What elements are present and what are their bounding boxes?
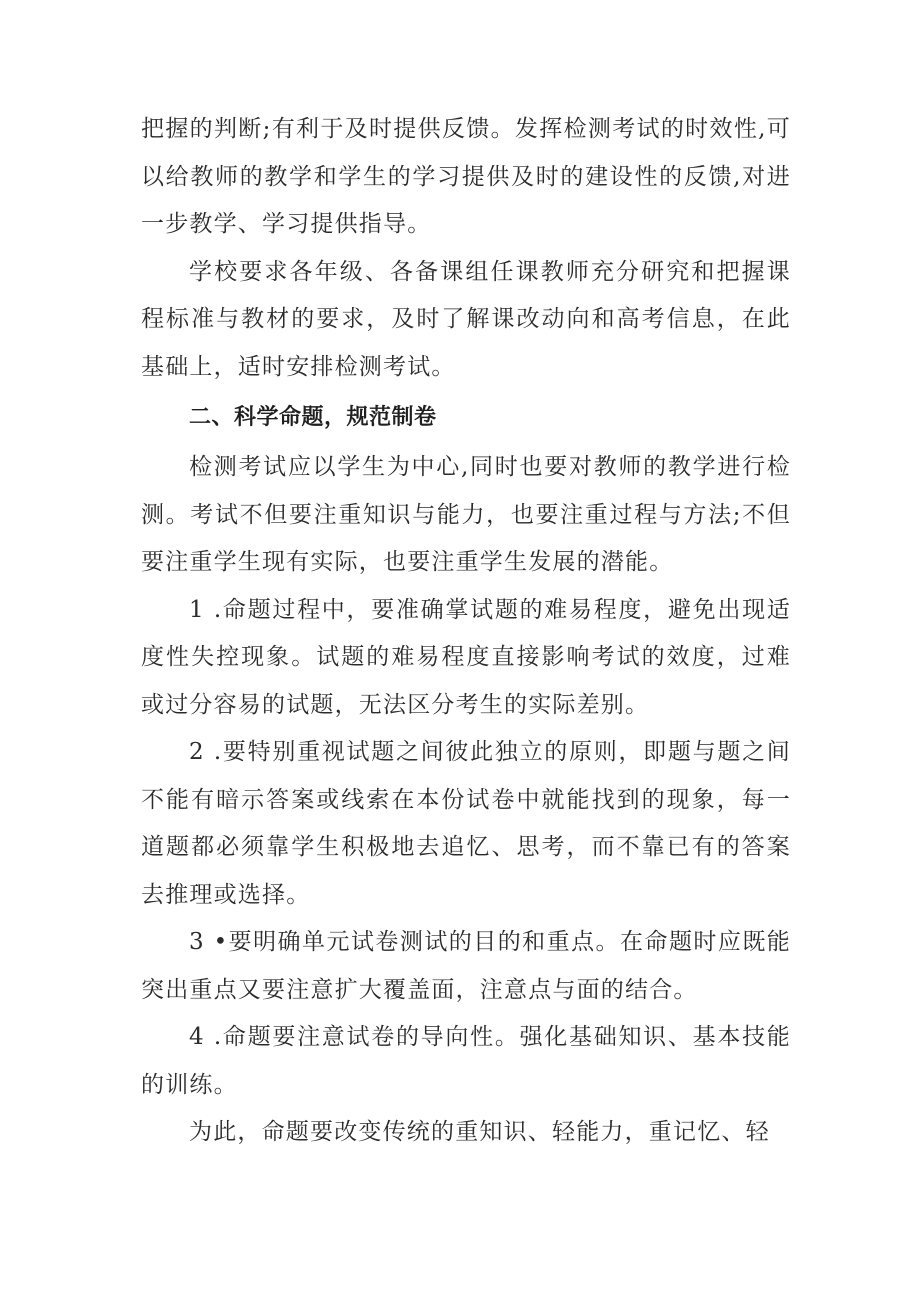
paragraph-continuation: 把握的判断;有利于及时提供反馈。发挥检测考试的时效性,可以给教师的教学和学生的学习提供及时的建设性的反馈,对进一步教学、学习提供指导。	[141, 116, 791, 237]
paragraph-closing: 为此，命题要改变传统的重知识、轻能力，重记忆、轻	[189, 1119, 770, 1145]
paragraph-item-4: 4 .命题要注意试卷的导向性。强化基础知识、基本技能的训练。	[141, 1024, 791, 1098]
paragraph-item-3: 3 •要明确单元试卷测试的目的和重点。在命题时应既能突出重点又要注意扩大覆盖面，注意点与面的结合。	[141, 929, 791, 1003]
paragraph-school-requirement: 学校要求各年级、各备课组任课教师充分研究和把握课程标准与教材的要求，及时了解课改动向和高考信息，在此基础上，适时安排检测考试。	[141, 258, 791, 380]
section-heading: 二、科学命题，规范制卷	[189, 405, 437, 430]
paragraph-exam-center: 检测考试应以学生为中心,同时也要对教师的教学进行检测。考试不但要注重知识与能力，也要注重过程与方法;不但要注重学生现有实际，也要注重学生发展的潜能。	[141, 454, 791, 575]
document-body	[141, 106, 791, 1157]
paragraph-item-1: 1 .命题过程中，要准确掌试题的难易程度，避免出现适度性失控现象。试题的难易程度直接影响考试的效度，过难或过分容易的试题，无法区分考生的实际差别。	[141, 596, 791, 718]
paragraph-item-2: 2 .要特别重视试题之间彼此独立的原则，即题与题之间不能有暗示答案或线索在本份试卷中就能找到的现象，每一道题都必须靠学生积极地去追忆、思考，而不靠已有的答案去推理或选择。	[141, 739, 791, 908]
